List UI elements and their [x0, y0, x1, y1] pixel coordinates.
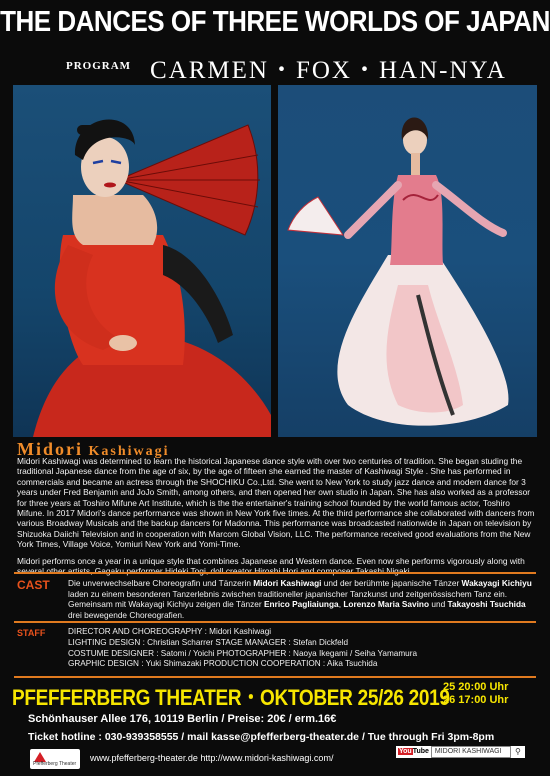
cast-description — [68, 578, 536, 620]
divider-staff — [14, 621, 536, 623]
program-row — [0, 50, 550, 84]
youtube-brand-you: You — [399, 748, 412, 755]
staff-line: LIGHTING DESIGN : Christian Scharrer STAGE MANAGER : Stefan Dickfeld — [68, 637, 349, 647]
show-time: 25 20:00 Uhr — [443, 681, 509, 693]
photo-dancer-white-dress — [278, 85, 537, 437]
artist-first-name: Midori — [17, 439, 83, 459]
pfefferberg-logo — [30, 749, 80, 769]
divider-cast — [14, 572, 536, 574]
program-label: PROGRAM — [66, 60, 132, 72]
cast-text-2: und der berühmte japanische Tänzer — [321, 578, 462, 588]
show-time: 26 17:00 Uhr — [443, 694, 509, 706]
artist-biography — [17, 456, 535, 582]
cast-text-6: drei bewegende Choreografien. — [68, 609, 185, 620]
staff-line: DIRECTOR AND CHOREOGRAPHY : Midori Kashiwagi — [68, 627, 272, 636]
cast-text-4: , — [338, 599, 344, 610]
staff-credits — [68, 627, 538, 670]
bio-paragraph-2: Midori performs once a year in a unique style that combines Japanese and Western dance. Even now she performs vigorously along with — [17, 555, 525, 566]
youtube-logo — [396, 746, 431, 758]
cast-name-kichiyu: Wakayagi Kichiyu — [461, 578, 532, 588]
venue-address-prices: Schönhauser Allee 176, 10119 Berlin / Preise: 20€ / erm.16€ — [28, 713, 337, 725]
youtube-search-input[interactable]: MIDORI KASHIWAGI — [431, 746, 511, 758]
program-list: CARMEN・FOX・HAN-NYA — [150, 57, 507, 84]
cast-name-tsuchida: Takayoshi Tsuchida — [447, 599, 526, 610]
cast-label: CAST — [17, 578, 50, 592]
cast-text-3: laden zu einem besonderen Tanzerlebnis zwischen traditioneller japanischer Tanzkunst und zeitgenössischem Tanz ein. Gemeinsam mit Wakayagi Kichiyu zeigen die Tänzer — [68, 588, 508, 610]
staff-label: STAFF — [17, 628, 46, 638]
show-times — [443, 681, 508, 707]
venue-date-headline: PFEFFERBERG THEATER・OKTOBER 25/26 2019 — [12, 686, 450, 711]
logo-text: Pfefferberg Theater — [33, 761, 77, 767]
website-links[interactable]: www.pfefferberg-theater.de http://www.midori-kashiwagi.com/ — [90, 753, 334, 763]
search-icon[interactable]: ⚲ — [514, 747, 521, 756]
cast-name-savino: Lorenzo Maria Savino — [343, 599, 430, 610]
divider-venue — [14, 676, 536, 678]
cast-name-pagliaiunga: Enrico Pagliaiunga — [263, 599, 339, 610]
staff-line: GRAPHIC DESIGN : Yuki Shimazaki PRODUCTION COOPERATION : Aika Tsuchida — [68, 659, 378, 669]
cast-text-1: Die unverwechselbare Choreografin und Tänzerin — [68, 578, 254, 588]
cast-text-5: und — [429, 599, 448, 610]
cast-name-kashiwagi: Midori Kashiwagi — [253, 578, 322, 588]
youtube-search-box[interactable] — [396, 746, 525, 758]
bio-paragraph-1: Midori Kashiwagi was determined to learn the historical Japanese dance style with over two centuries of tradition. She began studing the traditional Japanese dance from the age of six, by the age of fifteen she earned the master of Kashiwagi Style . She has performed in commercials and became an actress through the SHOCHIKU Co.,Ltd. She went to New York to study jazz dance and modern dance for 3 years under Fred Benjamin and JoJo Smith, among others, and then opened her own studio in Japan. She has also worked as a professor for three years at Toshiro Mifune Art Institute, which is the the entertainer's training school founded by the world famous actor, Toshiro Mifune. In 2017 Midori's dance performance was shown in New York five times. At the third performance she collaborated with dancers from various Broadway Musicals and the backup dancers for Madonna. This performance was broadcasted nationwide in Japan on television by Shizuoka Daiichi Television and in cooperation with Marcom Global Vision, LLC. The performance received good evaluations from the New York Times, Village Voice, Yomiuri New York and Yomi-Time. — [17, 456, 535, 550]
youtube-brand-tube: Tube — [412, 748, 429, 755]
ticket-hotline: Ticket hotline : 030-939358555 / mail kasse@pfefferberg-theater.de / Tue through Fri 3pm-8pm — [28, 731, 495, 743]
artist-last-name: Kashiwagi — [88, 444, 170, 459]
photo-dancer-fan — [13, 85, 271, 437]
poster-title: THE DANCES OF THREE WORLDS OF JAPAN — [0, 4, 550, 38]
staff-line: COSTUME DESIGNER : Satomi / Yoichi PHOTOGRAPHER : Naoya Ikegami / Seiha Yamamura — [68, 648, 417, 658]
